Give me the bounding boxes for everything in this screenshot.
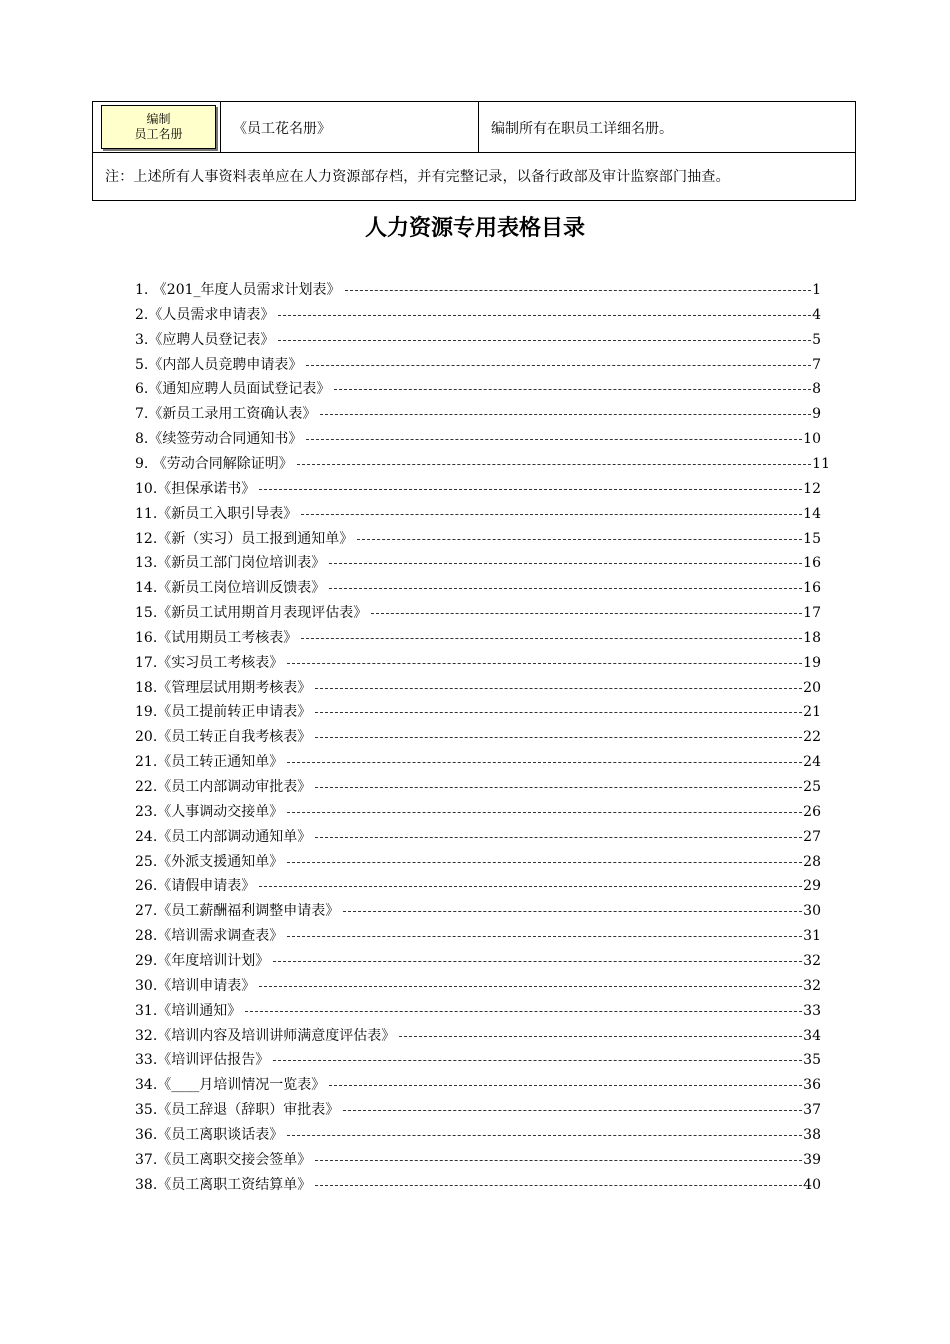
toc-item	[135, 628, 821, 648]
toc-item-page: 28	[803, 853, 821, 870]
toc-item	[135, 777, 821, 797]
toc-leader-line	[357, 539, 802, 540]
toc-item	[135, 578, 821, 598]
toc-item	[135, 603, 821, 623]
toc-item-title: 7.《新员工录用工资确认表》	[135, 406, 317, 423]
toc-item-page: 10	[803, 431, 821, 448]
toc-item	[135, 1026, 821, 1046]
toc-leader-line	[320, 414, 811, 415]
toc-item-page: 19	[803, 654, 821, 671]
toc-leader-line	[278, 340, 811, 341]
toc-item-title: 18.《管理层试用期考核表》	[135, 679, 312, 696]
toc-leader-line	[334, 389, 811, 390]
toc-item-page: 25	[803, 779, 821, 795]
toc-item-page: 30	[803, 903, 821, 920]
toc-item-page: 9	[812, 406, 821, 423]
toc-item	[135, 727, 821, 747]
toc-item-title: 23.《人事调动交接单》	[135, 803, 284, 820]
toc-leader-line	[287, 812, 802, 813]
toc-item-title: 31.《培训通知》	[135, 1002, 242, 1019]
toc-item-title: 12.《新（实习）员工报到通知单》	[135, 530, 354, 547]
toc-item-title: 6.《通知应聘人员面试登记表》	[135, 381, 331, 398]
toc-item-page: 26	[803, 803, 821, 820]
toc-item	[135, 1001, 821, 1021]
toc-item-page: 22	[803, 729, 821, 746]
toc-item-title: 27.《员工薪酬福利调整申请表》	[135, 903, 340, 920]
toc-item-page: 11	[812, 455, 830, 472]
form-name: 《员工花名册》	[233, 121, 331, 137]
toc-leader-line	[287, 936, 802, 937]
toc-leader-line	[278, 315, 811, 316]
toc-item	[135, 1175, 821, 1195]
toc-leader-line	[245, 1011, 802, 1012]
toc-item-title: 30.《培训申请表》	[135, 977, 256, 994]
toc-leader-line	[329, 563, 802, 564]
toc-leader-line	[287, 663, 802, 664]
toc-item	[135, 1150, 821, 1170]
toc-item-page: 35	[803, 1052, 821, 1069]
toc-item-page: 34	[803, 1027, 821, 1044]
archive-note: 注：上述所有人事资料表单应在人力资源部存档，并有完整记录，以备行政部及审计监察部门抽查。	[105, 169, 730, 185]
toc-item-title: 14.《新员工岗位培训反馈表》	[135, 580, 326, 597]
toc-leader-line	[287, 1135, 802, 1136]
form-description: 编制所有在职员工详细名册。	[491, 121, 673, 137]
record-table	[92, 101, 856, 201]
toc-item-page: 40	[803, 1176, 821, 1193]
toc-leader-line	[259, 489, 802, 490]
toc-item	[135, 529, 821, 549]
toc-item	[135, 355, 821, 375]
toc-item-page: 20	[803, 679, 821, 696]
description-cell	[479, 102, 855, 152]
toc-item	[135, 951, 821, 971]
toc-item-page: 37	[803, 1102, 821, 1119]
toc-item-title: 20.《员工转正自我考核表》	[135, 729, 312, 746]
toc-item-page: 27	[803, 828, 821, 845]
stamp-line-2: 员工名册	[134, 127, 183, 141]
toc-item	[135, 553, 821, 573]
toc-item	[135, 1100, 821, 1120]
toc-item-title: 3.《应聘人员登记表》	[135, 331, 275, 348]
toc-item-title: 21.《员工转正通知单》	[135, 754, 284, 771]
toc-leader-line	[315, 837, 802, 838]
toc-leader-line	[345, 290, 812, 291]
toc-item-title: 25.《外派支援通知单》	[135, 853, 284, 870]
toc-item-title: 11.《新员工入职引导表》	[135, 505, 298, 522]
toc-item-title: 33.《培训评估报告》	[135, 1052, 270, 1069]
category-cell	[93, 102, 221, 152]
toc-item-page: 12	[803, 480, 821, 497]
toc-leader-line	[297, 464, 811, 465]
toc-leader-line	[287, 762, 802, 763]
form-name-cell	[221, 102, 479, 152]
toc-item-page: 16	[803, 580, 821, 597]
toc-leader-line	[371, 613, 802, 614]
toc-leader-line	[306, 439, 802, 440]
toc-item-title: 38.《员工离职工资结算单》	[135, 1176, 312, 1193]
toc-item	[135, 827, 821, 847]
toc-leader-line	[343, 911, 802, 912]
toc-item-title: 15.《新员工试用期首月表现评估表》	[135, 605, 368, 622]
toc-item	[135, 901, 821, 921]
toc-item-title: 24.《员工内部调动通知单》	[135, 828, 312, 845]
toc-leader-line	[315, 737, 802, 738]
toc-item-page: 4	[812, 306, 821, 323]
toc-leader-line	[315, 1160, 802, 1161]
toc-item-title: 17.《实习员工考核表》	[135, 654, 284, 671]
page-title: 人力资源专用表格目录	[364, 216, 585, 241]
toc-item-title: 34.《____月培训情况一览表》	[135, 1077, 326, 1094]
toc-item	[135, 1125, 821, 1145]
category-stamp	[101, 105, 216, 149]
toc-item-page: 32	[803, 952, 821, 969]
toc-leader-line	[301, 638, 802, 639]
toc-item-page: 39	[803, 1151, 821, 1168]
toc-item-title: 26.《请假申请表》	[135, 878, 256, 895]
toc-item-title: 19.《员工提前转正申请表》	[135, 704, 312, 721]
toc-item-page: 16	[803, 555, 821, 572]
toc-item-title: 13.《新员工部门岗位培训表》	[135, 555, 326, 572]
toc-item-page: 7	[812, 356, 821, 373]
toc-leader-line	[259, 986, 802, 987]
toc-leader-line	[315, 787, 802, 788]
toc-item-page: 24	[803, 754, 821, 771]
toc-item	[135, 802, 821, 822]
toc-item-title: 5.《内部人员竞聘申请表》	[135, 356, 303, 373]
toc-leader-line	[329, 1085, 802, 1086]
toc-item-title: 16.《试用期员工考核表》	[135, 629, 298, 646]
toc-item-page: 38	[803, 1126, 821, 1143]
toc-item	[135, 280, 821, 300]
toc-item-title: 9. 《劳动合同解除证明》	[135, 455, 293, 472]
toc-item-page: 5	[812, 331, 821, 348]
toc-item-page: 29	[803, 878, 821, 895]
toc-item	[135, 852, 821, 872]
toc-item	[135, 330, 821, 350]
toc-item	[135, 379, 821, 399]
toc-item-title: 10.《担保承诺书》	[135, 480, 256, 497]
toc-leader-line	[301, 514, 802, 515]
toc-item-title: 2.《人员需求申请表》	[135, 306, 275, 323]
toc-item	[135, 479, 821, 499]
toc-item-title: 22.《员工内部调动审批表》	[135, 779, 312, 795]
toc-item-page: 17	[803, 605, 821, 622]
toc-leader-line	[315, 1185, 802, 1186]
toc-leader-line	[399, 1036, 802, 1037]
toc-item-title: 35.《员工辞退（辞职）审批表》	[135, 1102, 340, 1119]
toc-item-page: 1	[812, 282, 821, 298]
toc-item-page: 8	[812, 381, 821, 398]
toc-leader-line	[315, 712, 802, 713]
toc-item-page: 15	[803, 530, 821, 547]
toc-item-title: 29.《年度培训计划》	[135, 952, 270, 969]
toc-leader-line	[329, 588, 802, 589]
toc-item	[135, 504, 821, 524]
toc-item	[135, 702, 821, 722]
toc-item	[135, 976, 821, 996]
toc-leader-line	[315, 688, 802, 689]
toc-item-title: 1. 《201_年度人员需求计划表》	[135, 282, 341, 298]
toc-item-page: 36	[803, 1077, 821, 1094]
toc-item	[135, 653, 821, 673]
table-row	[93, 102, 855, 153]
toc-item-title: 8.《续签劳动合同通知书》	[135, 431, 303, 448]
stamp-line-1: 编制	[146, 112, 171, 126]
toc-item-page: 18	[803, 629, 821, 646]
toc-item	[135, 926, 821, 946]
toc-leader-line	[343, 1110, 802, 1111]
toc-item-title: 32.《培训内容及培训讲师满意度评估表》	[135, 1027, 396, 1044]
toc-leader-line	[273, 961, 802, 962]
toc-leader-line	[287, 862, 802, 863]
toc-item	[135, 305, 821, 325]
toc-item-title: 36.《员工离职谈话表》	[135, 1126, 284, 1143]
toc-item-page: 32	[803, 977, 821, 994]
toc-item-page: 14	[803, 505, 821, 522]
toc-item	[135, 454, 830, 474]
toc-item	[135, 1050, 821, 1070]
toc-item	[135, 752, 821, 772]
toc-item	[135, 429, 821, 449]
toc-item-title: 28.《培训需求调查表》	[135, 928, 284, 945]
toc-leader-line	[306, 365, 811, 366]
toc-item	[135, 876, 821, 896]
toc-item-page: 21	[803, 704, 821, 721]
toc-item-page: 33	[803, 1002, 821, 1019]
toc-item	[135, 1075, 821, 1095]
toc-item-page: 31	[803, 928, 821, 945]
toc-item	[135, 678, 821, 698]
toc-item	[135, 404, 821, 424]
toc-item-title: 37.《员工离职交接会签单》	[135, 1151, 312, 1168]
toc-leader-line	[259, 886, 802, 887]
toc-leader-line	[273, 1060, 802, 1061]
